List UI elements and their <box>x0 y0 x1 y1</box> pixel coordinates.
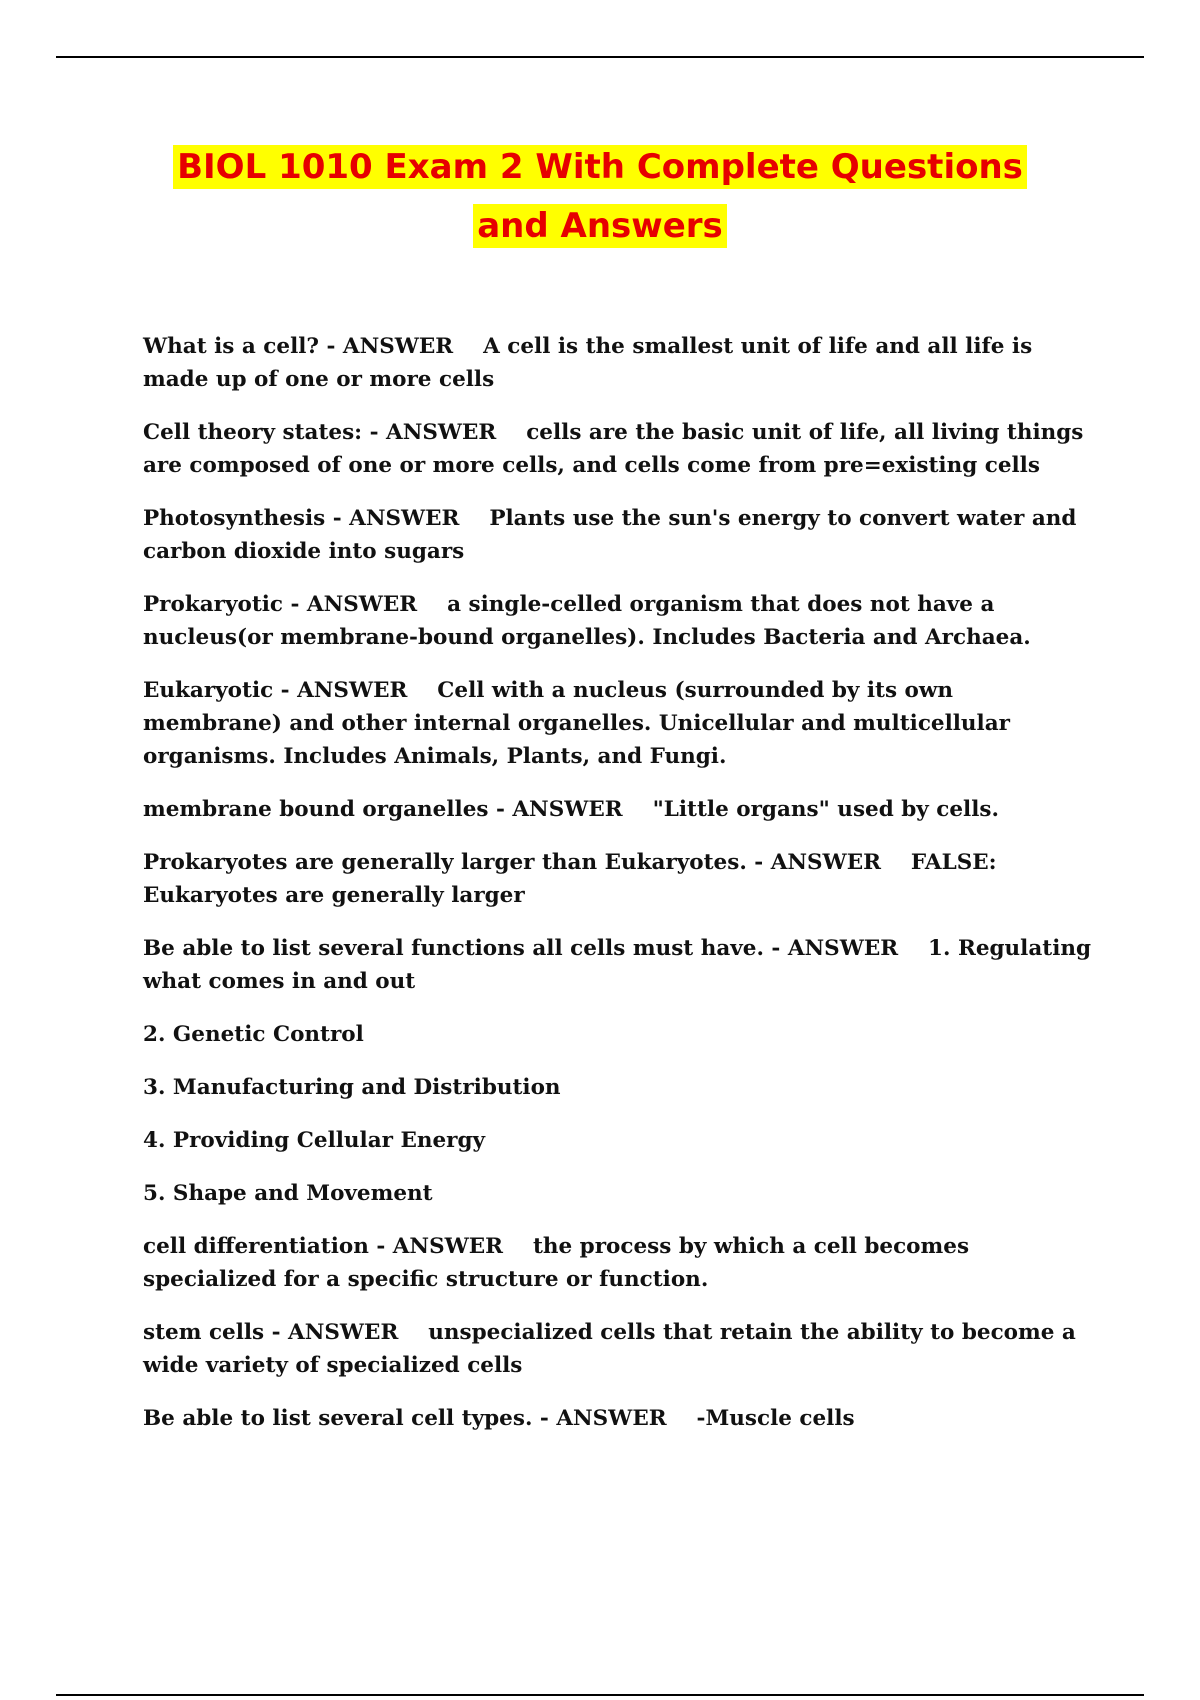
qa-item: membrane bound organelles - ANSWER "Little organs" used by cells. <box>143 797 999 822</box>
title-line-1: BIOL 1010 Exam 2 With Complete Questions <box>173 145 1027 189</box>
qa-list-item: 3. Manufacturing and Distribution <box>143 1075 561 1100</box>
document-title <box>0 138 1200 256</box>
qa-list-item: 4. Providing Cellular Energy <box>143 1128 485 1153</box>
qa-item: Prokaryotic - ANSWER a single-celled organism that does not have a nucleus(or membrane-bound organelles). Includes Bacteria and Archaea. <box>143 592 1031 650</box>
qa-item: Eukaryotic - ANSWER Cell with a nucleus (surrounded by its own membrane) and other internal organelles. Unicellular and multicellular organisms. Includes Animals, Plants, and Fungi. <box>143 678 1018 769</box>
qa-list <box>143 330 1099 1455</box>
title-line-2: and Answers <box>473 204 727 248</box>
qa-item: Cell theory states: - ANSWER cells are the basic unit of life, all living things are composed of one or more cells, and cells come from pre=existing cells <box>143 420 1091 478</box>
bottom-rule <box>56 1694 1144 1696</box>
qa-list-item: 2. Genetic Control <box>143 1022 364 1047</box>
top-rule <box>56 56 1144 58</box>
qa-item: Be able to list several cell types. - ANSWER -Muscle cells <box>143 1406 855 1431</box>
qa-list-item: 5. Shape and Movement <box>143 1181 433 1206</box>
qa-item: stem cells - ANSWER unspecialized cells that retain the ability to become a wide variety of specialized cells <box>143 1320 1084 1378</box>
qa-item: What is a cell? - ANSWER A cell is the smallest unit of life and all life is made up of one or more cells <box>143 334 1040 392</box>
qa-item: Photosynthesis - ANSWER Plants use the sun's energy to convert water and carbon dioxide into sugars <box>143 506 1084 564</box>
qa-item: cell differentiation - ANSWER the process by which a cell becomes specialized for a specific structure or function. <box>143 1234 977 1292</box>
qa-item: Be able to list several functions all cells must have. - ANSWER 1. Regulating what comes in and out <box>143 936 1099 994</box>
qa-item: Prokaryotes are generally larger than Eukaryotes. - ANSWER FALSE: Eukaryotes are generally larger <box>143 850 1005 908</box>
